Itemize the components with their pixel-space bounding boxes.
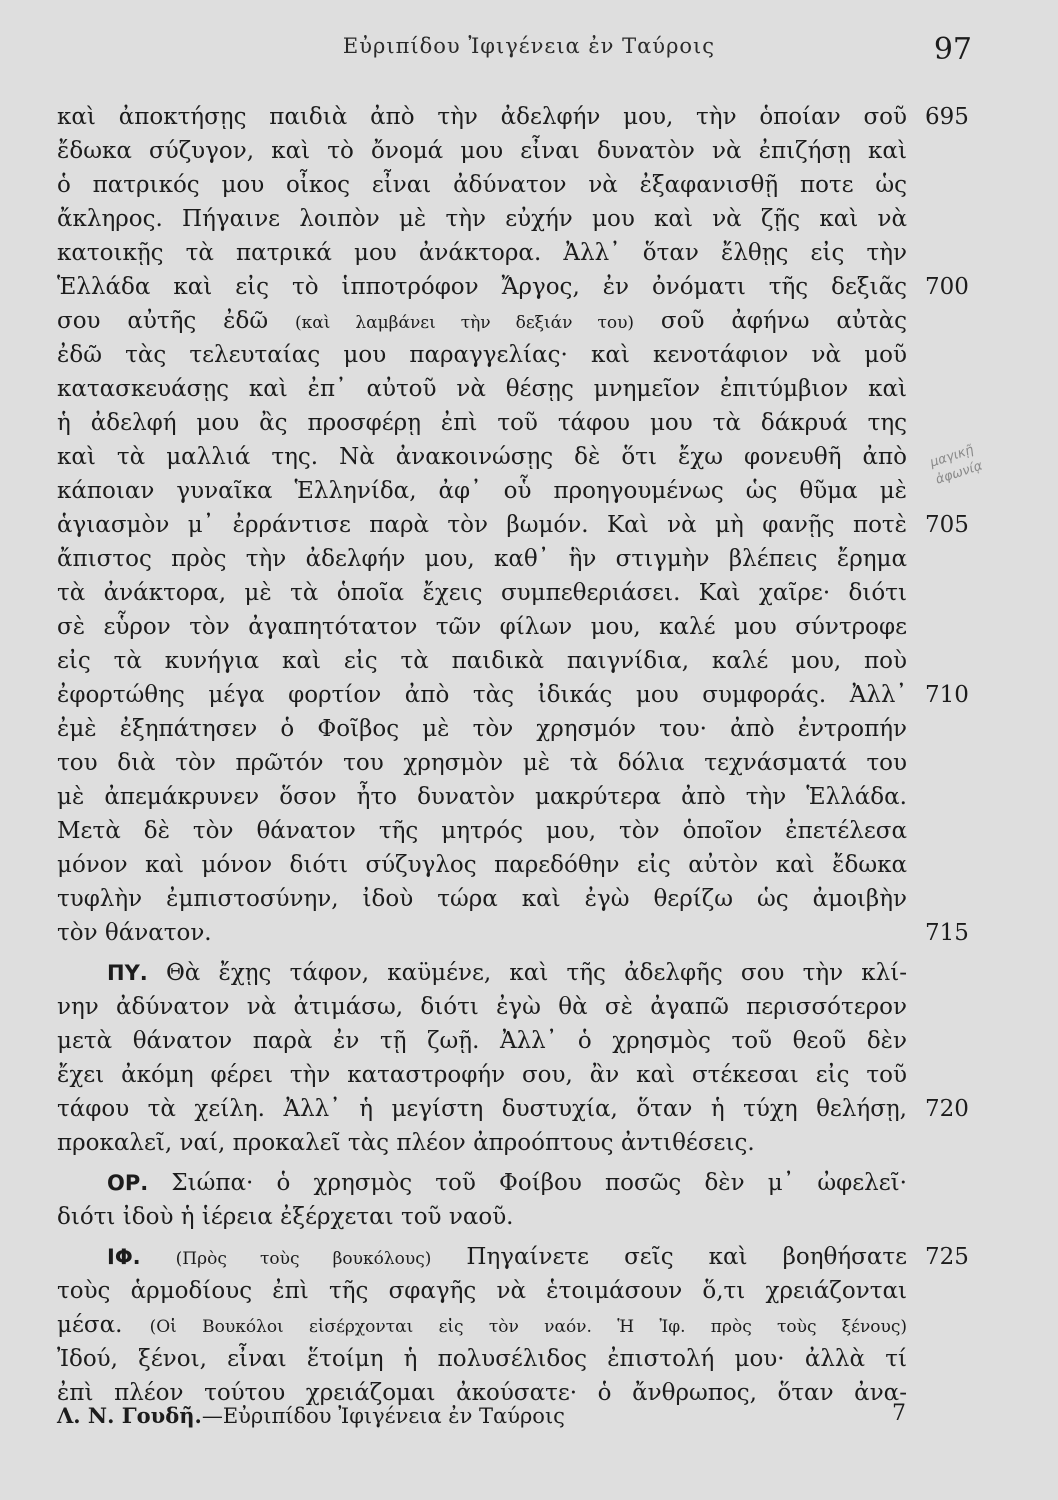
verse-number: 720 [925,1096,969,1122]
footer-title: —Εὐριπίδου Ἰφιγένεια ἐν Ταύροις [201,1404,565,1428]
page-number: 97 [933,32,972,67]
line-text: προκαλεῖ, ναί, προκαλεῖ τὰς πλέον ἀπροόπτους ἀντιθέσεις. [57,1130,755,1156]
verse-number: 715 [925,920,969,946]
footer [57,1403,908,1428]
line-text: τὸν θάνατον. [57,920,212,946]
line-text: καὶ τὰ μαλλιά της. Νὰ ἀνακοινώσῃς δὲ ὅτι ἔχω φονευθῆ ἀπὸ [57,444,907,470]
text-line [57,100,907,134]
verse-number: 695 [925,104,969,130]
line-text: τάφου τὰ χείλη. Ἀλλ᾽ ἡ μεγίστη δυστυχία, ὅταν ἡ τύχη θελήσῃ, [57,1096,907,1122]
text-line [57,1058,907,1092]
line-text: τὰ ἀνάκτορα, μὲ τὰ ὁποῖα ἔχεις συμπεθεριάσει. Καὶ χαῖρε· διότι [57,580,907,606]
line-text: του διὰ τὸν πρῶτόν του χρησμὸν μὲ τὰ δόλια τεχνάσματά του [57,750,907,776]
text-line [57,610,907,644]
text-line [57,848,907,882]
line-text: ἐφορτώθης μέγα φορτίον ἀπὸ τὰς ἰδικάς μου συμφοράς. Ἀλλ᾽ [57,682,907,708]
text-line [57,780,907,814]
speaker-label: ΟΡ. [107,1171,172,1195]
verse-number: 705 [925,512,969,538]
line-text: νην ἀδύνατον νὰ ἀτιμάσω, διότι ἐγὼ θὰ σὲ ἀγαπῶ περισσότερον [57,994,907,1020]
line-text: ἁγιασμὸν μ᾽ ἐρράντισε παρὰ τὸν βωμόν. Καὶ νὰ μὴ φανῇς ποτὲ [57,512,907,538]
line-text: Ἰδού, ξένοι, εἶναι ἕτοίμη ἡ πολυσέλιδος ἐπιστολή μου· ἀλλὰ τί [57,1346,907,1372]
handwritten-margin-note: μαγικῇ ἀφωνίᾳ [928,442,985,488]
signature-mark: 7 [892,1401,906,1426]
text-line [57,990,907,1024]
text-line [57,746,907,780]
line-text: μόνον καὶ μόνον διότι σύζυγλος παρεδόθην εἰς αὐτὸν καὶ ἔδωκα [57,852,907,878]
line-text: κατοικῇς τὰ πατρικά μου ἀνάκτορα. Ἀλλ᾽ ὅταν ἔλθῃς εἰς τὴν [57,240,907,266]
line-text: ὁ πατρικός μου οἶκος εἶναι ἀδύνατον νὰ ἐξαφανισθῇ ποτε ὡς [57,172,907,198]
stage-direction: (καὶ λαμβάνει τὴν δεξιάν του) [294,313,635,333]
verse-number: 725 [925,1244,969,1270]
line-text: διότι ἰδοὺ ἡ ἱέρεια ἐξέρχεται τοῦ ναοῦ. [57,1204,514,1230]
line-text: μὲ ἀπεμάκρυνεν ὅσον ἦτο δυνατὸν μακρύτερα ἀπὸ τὴν Ἑλλάδα. [57,784,907,810]
running-header: Εὐριπίδου Ἰφιγένεια ἐν Ταύροις [342,34,716,58]
line-text: κατασκευάσῃς καὶ ἐπ᾽ αὐτοῦ νὰ θέσῃς μνημεῖον ἐπιτύμβιον καὶ [57,376,907,402]
text-line [57,202,907,236]
text-line [57,1126,907,1160]
line-text: ἐμὲ ἐξηπάτησεν ὁ Φοῖβος μὲ τὸν χρησμόν του· ἀπὸ ἐντροπήν [57,716,907,742]
text-line [57,1024,907,1058]
text-line [57,644,907,678]
line-text: ἄπιστος πρὸς τὴν ἀδελφήν μου, καθ᾽ ἣν στιγμὴν βλέπεις ἔρημα [57,546,907,572]
text-line [57,134,907,168]
text-line [57,1274,907,1308]
text-line [57,1342,907,1376]
text-line [57,168,907,202]
text-line [57,440,907,474]
text-line [57,236,907,270]
line-text: καὶ ἀποκτήσῃς παιδιὰ ἀπὸ τὴν ἀδελφήν μου, τὴν ὁποίαν σοῦ [57,104,907,130]
speaker-label: ΙΦ. [107,1245,176,1269]
text-line [57,882,907,916]
line-text: Ἑλλάδα καὶ εἰς τὸ ἱπποτρόφον Ἄργος, ἐν ὀνόματι τῆς δεξιᾶς [57,274,907,300]
text-line [57,406,907,440]
text-line [57,1200,907,1234]
text-line [57,508,907,542]
stage-direction: (Οἱ Βουκόλοι εἰσέρχονται εἰς τὸν ναόν. Ἡ Ἰφ. πρὸς τοὺς ξένους) [149,1317,907,1337]
text-line [57,372,907,406]
text-line [57,1308,907,1342]
line-text: σου αὐτῆς ἐδῶ [57,308,295,334]
text-line [57,712,907,746]
text-line [57,956,907,990]
speaker-label: ΠΥ. [107,961,166,985]
line-text: κάποιαν γυναῖκα Ἑλληνίδα, ἀφ᾽ οὗ προηγουμένως ὡς θῦμα μὲ [57,478,907,504]
line-text: Πηγαίνετε σεῖς καὶ βοηθήσατε [431,1244,907,1270]
footer-author: Λ. Ν. Γουδῆ. [57,1403,202,1428]
line-text: ἡ ἀδελφή μου ἂς προσφέρῃ ἐπὶ τοῦ τάφου μου τὰ δάκρυά της [57,410,907,436]
line-text: εἰς τὰ κυνήγια καὶ εἰς τὰ παιδικὰ παιγνίδια, καλέ μου, ποὺ [57,648,907,674]
text-line [57,338,907,372]
line-text: ἐδῶ τὰς τελευταίας μου παραγγελίας· καὶ κενοτάφιον νὰ μοῦ [57,342,907,368]
line-text: ἔδωκα σύζυγον, καὶ τὸ ὄνομά μου εἶναι δυνατὸν νὰ ἐπιζήσῃ καὶ [57,138,907,164]
stage-direction: (Πρὸς τοὺς βουκόλους) [175,1249,432,1269]
text-line [57,1166,907,1200]
line-text: μετὰ θάνατον παρὰ ἐν τῇ ζωῇ. Ἀλλ᾽ ὁ χρησμὸς τοῦ θεοῦ δὲν [57,1028,907,1054]
line-text: σὲ εὗρον τὸν ἀγαπητότατον τῶν φίλων μου, καλέ μου σύντροφε [57,614,907,640]
text-line [57,542,907,576]
verse-number: 700 [925,274,969,300]
main-text [57,100,907,1410]
text-line [57,814,907,848]
line-text: σοῦ ἀφήνω αὐτὰς [634,308,907,334]
text-line [57,1092,907,1126]
text-line [57,1240,907,1274]
line-text: Σιώπα· ὁ χρησμὸς τοῦ Φοίβου ποσῶς δὲν μ᾽ ὠφελεῖ· [171,1170,907,1196]
line-text: ἄκληρος. Πήγαινε λοιπὸν μὲ τὴν εὐχήν μου καὶ νὰ ζῇς καὶ νὰ [57,206,907,232]
line-text: τυφλὴν ἐμπιστοσύνην, ἰδοὺ τώρα καὶ ἐγὼ θερίζω ὡς ἀμοιβὴν [57,886,907,912]
text-line [57,576,907,610]
text-line [57,678,907,712]
text-line [57,916,907,950]
line-text: ἔχει ἀκόμη φέρει τὴν καταστροφήν σου, ἂν καὶ στέκεσαι εἰς τοῦ [57,1062,907,1088]
line-text: Μετὰ δὲ τὸν θάνατον τῆς μητρός μου, τὸν ὁποῖον ἐπετέλεσα [57,818,907,844]
line-text: μέσα. [57,1312,150,1338]
line-text: ἐπὶ πλέον τούτου χρειάζομαι ἀκούσατε· ὁ ἄνθρωπος, ὅταν ἀνα- [57,1380,907,1406]
verse-number: 710 [925,682,969,708]
text-line [57,270,907,304]
text-line [57,474,907,508]
text-line [57,304,907,338]
line-text: Θὰ ἔχῃς τάφον, καϋμένε, καὶ τῆς ἀδελφῆς σου τὴν κλί- [165,960,907,986]
line-text: τοὺς ἁρμοδίους ἐπὶ τῆς σφαγῆς νὰ ἑτοιμάσουν ὅ,τι χρειάζονται [57,1278,907,1304]
